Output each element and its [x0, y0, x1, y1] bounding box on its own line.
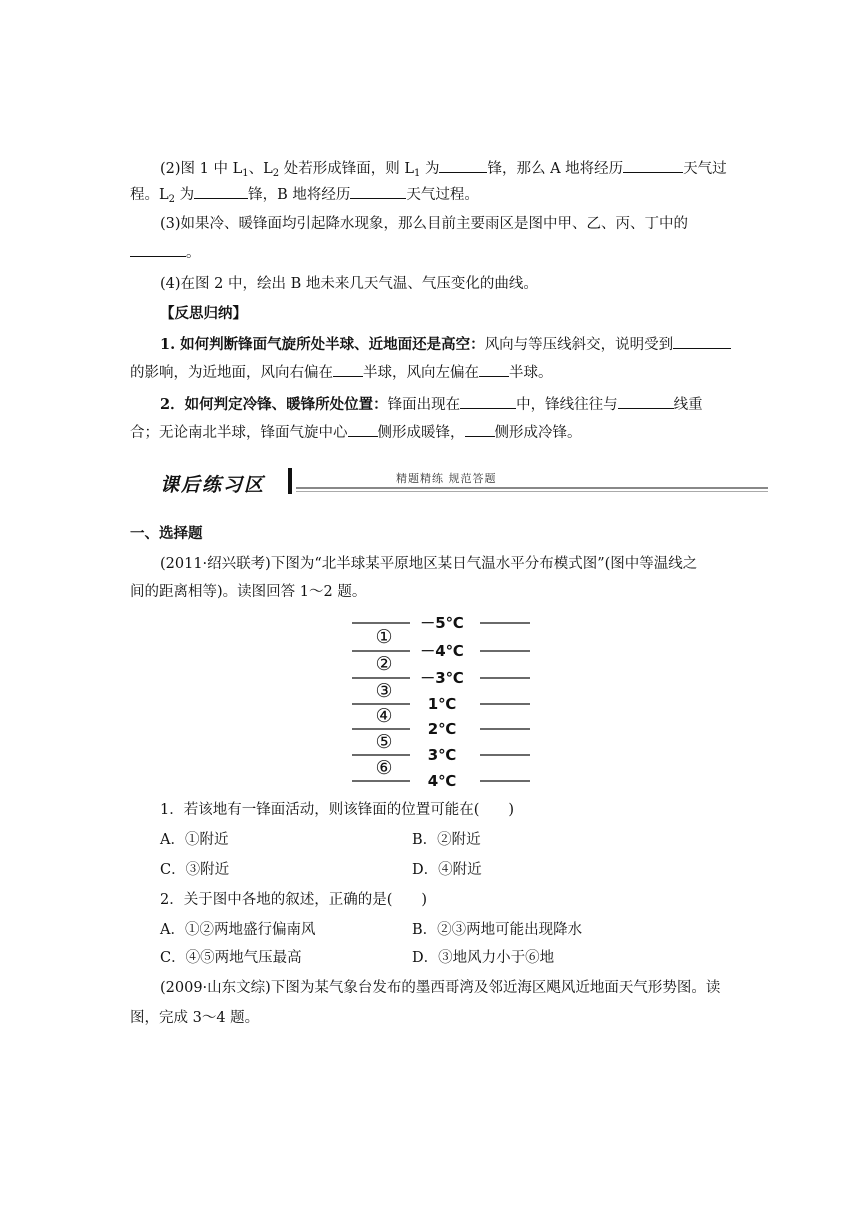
- answer-blank[interactable]: [465, 422, 495, 437]
- q1-option-a[interactable]: A．①附近: [160, 832, 229, 848]
- reflect-text: 合；无论南北半球，锋面气旋中心: [130, 425, 348, 441]
- temp-label: 3℃: [427, 746, 457, 764]
- q2-text: (2)图 1 中 L: [160, 161, 243, 177]
- q3-text: 。: [186, 245, 201, 261]
- banner-rule: [296, 491, 768, 492]
- reflect-item2-line2: [130, 422, 582, 443]
- q2-option-c[interactable]: C．④⑤两地气压最高: [160, 950, 302, 966]
- reflect-question: 1. 如何判断锋面气旋所处半球、近地面还是高空：: [160, 336, 485, 353]
- reflect-text: 线重: [673, 397, 703, 413]
- q2-option-d[interactable]: D．③地风力小于⑥地: [412, 950, 555, 966]
- temp-label: 4℃: [427, 772, 457, 790]
- temp-label: 2℃: [427, 720, 457, 738]
- zone-marker: ①: [375, 626, 393, 648]
- zone-marker: ⑤: [375, 731, 393, 753]
- intro1-line2: 间的距离相等)。读图回答 1～2 题。: [130, 584, 367, 600]
- zone-marker: ③: [375, 680, 393, 702]
- answer-blank[interactable]: [460, 394, 516, 409]
- q2-option-a[interactable]: A．①②两地盛行偏南风: [160, 922, 316, 938]
- answer-blank[interactable]: [350, 184, 406, 199]
- intro2-line2: 图，完成 3～4 题。: [130, 1010, 260, 1026]
- intro2-line1: (2009·山东文综)下图为某气象台发布的墨西哥湾及邻近海区飓风近地面天气形势图。读: [160, 980, 721, 996]
- reflect-text: 侧形成冷锋。: [494, 425, 582, 441]
- q1-option-c[interactable]: C．③附近: [160, 862, 230, 878]
- answer-blank[interactable]: [348, 422, 378, 437]
- banner-bar: [288, 468, 292, 494]
- reflect-item1-line1: [160, 334, 731, 355]
- answer-blank[interactable]: [333, 362, 363, 377]
- zone-marker: ④: [375, 705, 393, 727]
- reflect-text: 半球，风向左偏在: [363, 365, 479, 381]
- q2-text: 天气过程。: [406, 187, 479, 203]
- q2-text: 为: [175, 187, 195, 203]
- answer-blank[interactable]: [623, 158, 683, 173]
- answer-blank[interactable]: [194, 184, 248, 199]
- banner-subtitle: 精题精练 规范答题: [396, 472, 497, 485]
- q4-line: (4)在图 2 中，绘出 B 地未来几天气温、气压变化的曲线。: [160, 276, 538, 292]
- intro1-line1: (2011·绍兴联考)下图为“北半球某平原地区某日气温水平分布模式图”(图中等温线之: [160, 556, 698, 572]
- q1-option-b[interactable]: B．②附近: [412, 832, 481, 848]
- temp-label: －3℃: [420, 669, 464, 687]
- reflect-text: 的影响，为近地面，风向右偏在: [130, 365, 333, 381]
- reflect-text: 风向与等压线斜交，说明受到: [484, 337, 674, 353]
- q2-text: 锋，那么 A 地将经历: [487, 161, 624, 177]
- section-banner: [160, 468, 768, 498]
- reflect-text: 侧形成暖锋，: [377, 425, 465, 441]
- banner-title: 课后练习区: [160, 474, 266, 496]
- q2-line1: [160, 158, 727, 184]
- reflect-text: 中，锋线往往与: [516, 397, 618, 413]
- reflect-item1-line2: [130, 362, 553, 383]
- temp-label: －5℃: [420, 614, 464, 632]
- reflect-text: 半球。: [509, 365, 553, 381]
- q2-text: 程。L: [130, 187, 169, 203]
- reflect-item2-line1: [160, 394, 703, 415]
- answer-blank[interactable]: [618, 394, 674, 409]
- q2-option-b[interactable]: B．②③两地可能出现降水: [412, 922, 583, 938]
- reflect-heading: 【反思归纳】: [160, 305, 247, 322]
- subscript: 1: [242, 168, 249, 179]
- subscript: 2: [272, 168, 280, 179]
- isotherm-svg: [352, 612, 532, 792]
- reflect-text: 锋面出现在: [387, 397, 461, 413]
- q3-line2: [130, 242, 201, 263]
- q2-text: 为: [420, 161, 440, 177]
- q2-text: 锋，B 地将经历: [248, 187, 351, 203]
- section-heading: 一、选择题: [130, 525, 203, 542]
- isotherm-figure: [352, 612, 532, 792]
- zone-marker: ⑥: [375, 757, 393, 779]
- temp-label: －4℃: [420, 642, 464, 660]
- q1-option-d[interactable]: D．④附近: [412, 862, 482, 878]
- q2-text: 天气过: [683, 161, 727, 177]
- q2-line2: [130, 184, 479, 210]
- subscript: 2: [168, 194, 176, 205]
- reflect-question: 2．如何判定冷锋、暖锋所处位置：: [160, 396, 388, 413]
- q2-text: 、L: [248, 161, 273, 177]
- answer-blank[interactable]: [479, 362, 509, 377]
- answer-blank[interactable]: [130, 242, 186, 257]
- zone-marker: ②: [375, 653, 393, 675]
- subscript: 1: [413, 168, 421, 179]
- answer-blank[interactable]: [439, 158, 487, 173]
- temp-label: 1℃: [427, 695, 457, 713]
- q3-line1: (3)如果冷、暖锋面均引起降水现象，那么目前主要雨区是图中甲、乙、丙、丁中的: [160, 216, 689, 232]
- answer-blank[interactable]: [673, 334, 731, 349]
- q2-stem: 2．关于图中各地的叙述，正确的是( ): [160, 892, 428, 908]
- q1-stem: 1．若该地有一锋面活动，则该锋面的位置可能在( ): [160, 802, 515, 818]
- q2-text: 处若形成锋面，则 L: [279, 161, 414, 177]
- banner-rule: [296, 487, 768, 489]
